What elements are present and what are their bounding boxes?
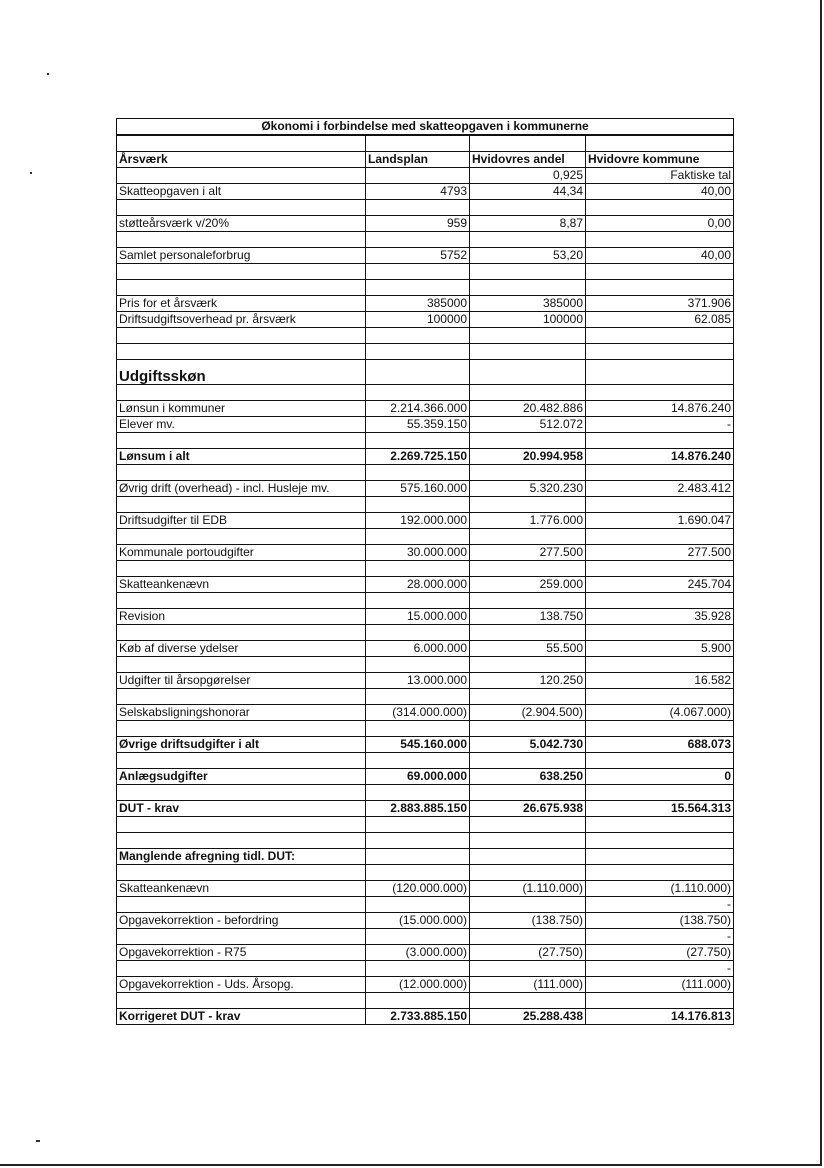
scan-speck — [36, 1140, 40, 1142]
budget-table — [116, 118, 734, 1025]
value-kommune: - — [586, 417, 734, 433]
value-andel: 120.250 — [470, 673, 586, 689]
dash-value: - — [586, 929, 734, 945]
value-landsplan: 100000 — [366, 312, 470, 328]
value-kommune: 5.900 — [586, 641, 734, 657]
value-andel: 638.250 — [470, 769, 586, 785]
row-label: Opgavekorrektion - Uds. Årsopg. — [117, 977, 366, 993]
value-kommune: 1.690.047 — [586, 513, 734, 529]
table-row — [117, 641, 734, 657]
value-kommune: 277.500 — [586, 545, 734, 561]
table-row — [117, 577, 734, 593]
value-kommune: 371.906 — [586, 296, 734, 312]
value-kommune: (138.750) — [586, 913, 734, 929]
row-label: Lønsun i kommuner — [117, 401, 366, 417]
spacer-row — [117, 497, 734, 513]
spacer-row — [117, 961, 734, 977]
table-row — [117, 769, 734, 785]
value-andel: 138.750 — [470, 609, 586, 625]
value-andel: 5.320.230 — [470, 481, 586, 497]
settlement-title: Manglende afregning tidl. DUT: — [117, 849, 366, 865]
spacer-row — [117, 817, 734, 833]
value-kommune: (1.110.000) — [586, 881, 734, 897]
value-landsplan: 28.000.000 — [366, 577, 470, 593]
value-andel: 26.675.938 — [470, 801, 586, 817]
value-landsplan: 2.883.885.150 — [366, 801, 470, 817]
row-label: Driftsudgiftsoverhead pr. årsværk — [117, 312, 366, 328]
value-andel: (2.904.500) — [470, 705, 586, 721]
value-landsplan: 69.000.000 — [366, 769, 470, 785]
value-kommune: 40,00 — [586, 184, 734, 200]
value-landsplan: 55.359.150 — [366, 417, 470, 433]
spacer-row — [117, 721, 734, 737]
scan-speck — [30, 172, 32, 174]
col-header-hvidovre-andel: Hvidovres andel — [470, 152, 586, 168]
section-row — [117, 849, 734, 865]
value-andel: 1.776.000 — [470, 513, 586, 529]
value-landsplan: 30.000.000 — [366, 545, 470, 561]
value-andel: 53,20 — [470, 248, 586, 264]
header-row — [117, 152, 734, 168]
table-row — [117, 673, 734, 689]
value-landsplan: 959 — [366, 216, 470, 232]
value-landsplan: 6.000.000 — [366, 641, 470, 657]
row-label: Øvrig drift (overhead) - incl. Husleje mv. — [117, 481, 366, 497]
table-row — [117, 417, 734, 433]
value-landsplan: 5752 — [366, 248, 470, 264]
row-label: Lønsum i alt — [117, 449, 366, 465]
col-header-landsplan: Landsplan — [366, 152, 470, 168]
value-kommune: 0,00 — [586, 216, 734, 232]
table-row — [117, 737, 734, 753]
value-landsplan: 15.000.000 — [366, 609, 470, 625]
spacer-row — [117, 753, 734, 769]
row-label: Driftsudgifter til EDB — [117, 513, 366, 529]
spacer-row — [117, 465, 734, 481]
value-kommune: 245.704 — [586, 577, 734, 593]
value-kommune: 14.876.240 — [586, 449, 734, 465]
spacer-row — [117, 993, 734, 1009]
value-kommune: 14.176.813 — [586, 1009, 734, 1025]
value-andel: 25.288.438 — [470, 1009, 586, 1025]
table-row — [117, 296, 734, 312]
value-kommune: 688.073 — [586, 737, 734, 753]
spacer-row — [117, 264, 734, 280]
table-row — [117, 913, 734, 929]
row-label: Kommunale portoudgifter — [117, 545, 366, 561]
spacer-row — [117, 344, 734, 360]
scan-speck — [47, 73, 49, 75]
spacer-row — [117, 897, 734, 913]
table-row — [117, 449, 734, 465]
row-label: Opgavekorrektion - befordring — [117, 913, 366, 929]
dash-value: - — [586, 897, 734, 913]
spacer-row — [117, 135, 734, 152]
row-label: Elever mv. — [117, 417, 366, 433]
value-landsplan: 385000 — [366, 296, 470, 312]
value-andel: (138.750) — [470, 913, 586, 929]
row-label: Pris for et årsværk — [117, 296, 366, 312]
table-title: Økonomi i forbindelse med skatteopgaven i kommunerne — [117, 119, 734, 136]
value-andel: 55.500 — [470, 641, 586, 657]
row-label: Revision — [117, 609, 366, 625]
value-kommune: 16.582 — [586, 673, 734, 689]
value-andel: 20.482.886 — [470, 401, 586, 417]
table-row — [117, 248, 734, 264]
row-label: Udgifter til årsopgørelser — [117, 673, 366, 689]
value-kommune: 40,00 — [586, 248, 734, 264]
table-row — [117, 481, 734, 497]
table-row — [117, 609, 734, 625]
value-landsplan: 192.000.000 — [366, 513, 470, 529]
spacer-row — [117, 657, 734, 673]
dash-value: - — [586, 961, 734, 977]
row-label: Opgavekorrektion - R75 — [117, 945, 366, 961]
spacer-row — [117, 929, 734, 945]
value-andel: 259.000 — [470, 577, 586, 593]
spacer-row — [117, 865, 734, 881]
table-row — [117, 977, 734, 993]
value-andel: 44,34 — [470, 184, 586, 200]
row-label: Samlet personaleforbrug — [117, 248, 366, 264]
spacer-row — [117, 785, 734, 801]
andel-factor: 0,925 — [470, 168, 586, 184]
value-landsplan: 4793 — [366, 184, 470, 200]
title-row — [117, 119, 734, 136]
value-landsplan: 2.733.885.150 — [366, 1009, 470, 1025]
table-row — [117, 401, 734, 417]
value-andel: (27.750) — [470, 945, 586, 961]
value-landsplan: 2.214.366.000 — [366, 401, 470, 417]
spacer-row — [117, 232, 734, 248]
table-row — [117, 801, 734, 817]
value-landsplan: (3.000.000) — [366, 945, 470, 961]
spacer-row — [117, 280, 734, 296]
kommune-note: Faktiske tal — [586, 168, 734, 184]
spacer-row — [117, 689, 734, 705]
value-kommune: (4.067.000) — [586, 705, 734, 721]
section-title: Udgiftsskøn — [117, 360, 366, 385]
value-kommune: (27.750) — [586, 945, 734, 961]
value-andel: (111.000) — [470, 977, 586, 993]
spacer-row — [117, 328, 734, 344]
table-row — [117, 513, 734, 529]
spacer-row — [117, 385, 734, 401]
row-label: DUT - krav — [117, 801, 366, 817]
row-label: Korrigeret DUT - krav — [117, 1009, 366, 1025]
value-kommune: 35.928 — [586, 609, 734, 625]
row-label: Skatteankenævn — [117, 577, 366, 593]
value-andel: 20.994.958 — [470, 449, 586, 465]
row-label: Køb af diverse ydelser — [117, 641, 366, 657]
spacer-row — [117, 833, 734, 849]
value-andel: 385000 — [470, 296, 586, 312]
spacer-row — [117, 561, 734, 577]
value-landsplan: (12.000.000) — [366, 977, 470, 993]
table-row — [117, 945, 734, 961]
row-label: støtteårsværk v/20% — [117, 216, 366, 232]
value-andel: 100000 — [470, 312, 586, 328]
value-landsplan: (314.000.000) — [366, 705, 470, 721]
value-kommune: 15.564.313 — [586, 801, 734, 817]
value-landsplan: 2.269.725.150 — [366, 449, 470, 465]
table-row — [117, 216, 734, 232]
value-andel: 8,87 — [470, 216, 586, 232]
table-row — [117, 1009, 734, 1025]
row-label: Øvrige driftsudgifter i alt — [117, 737, 366, 753]
table-row — [117, 312, 734, 328]
value-andel: (1.110.000) — [470, 881, 586, 897]
value-andel: 512.072 — [470, 417, 586, 433]
table-row — [117, 705, 734, 721]
row-label: Skatteankenævn — [117, 881, 366, 897]
row-label: Selskabsligningshonorar — [117, 705, 366, 721]
spacer-row — [117, 593, 734, 609]
value-andel: 277.500 — [470, 545, 586, 561]
spacer-row — [117, 200, 734, 216]
row-label: Skatteopgaven i alt — [117, 184, 366, 200]
value-landsplan: (120.000.000) — [366, 881, 470, 897]
value-landsplan: 545.160.000 — [366, 737, 470, 753]
value-kommune: 0 — [586, 769, 734, 785]
value-landsplan: (15.000.000) — [366, 913, 470, 929]
section-row — [117, 360, 734, 385]
value-andel: 5.042.730 — [470, 737, 586, 753]
value-landsplan: 575.160.000 — [366, 481, 470, 497]
col-header-label: Årsværk — [117, 152, 366, 168]
table-row — [117, 545, 734, 561]
spacer-row — [117, 433, 734, 449]
spacer-row — [117, 625, 734, 641]
subheader-row — [117, 168, 734, 184]
row-label: Anlægsudgifter — [117, 769, 366, 785]
spacer-row — [117, 529, 734, 545]
value-kommune: 14.876.240 — [586, 401, 734, 417]
value-landsplan: 13.000.000 — [366, 673, 470, 689]
col-header-hvidovre-kommune: Hvidovre kommune — [586, 152, 734, 168]
table-row — [117, 881, 734, 897]
table-row — [117, 184, 734, 200]
value-kommune: (111.000) — [586, 977, 734, 993]
value-kommune: 62.085 — [586, 312, 734, 328]
value-kommune: 2.483.412 — [586, 481, 734, 497]
